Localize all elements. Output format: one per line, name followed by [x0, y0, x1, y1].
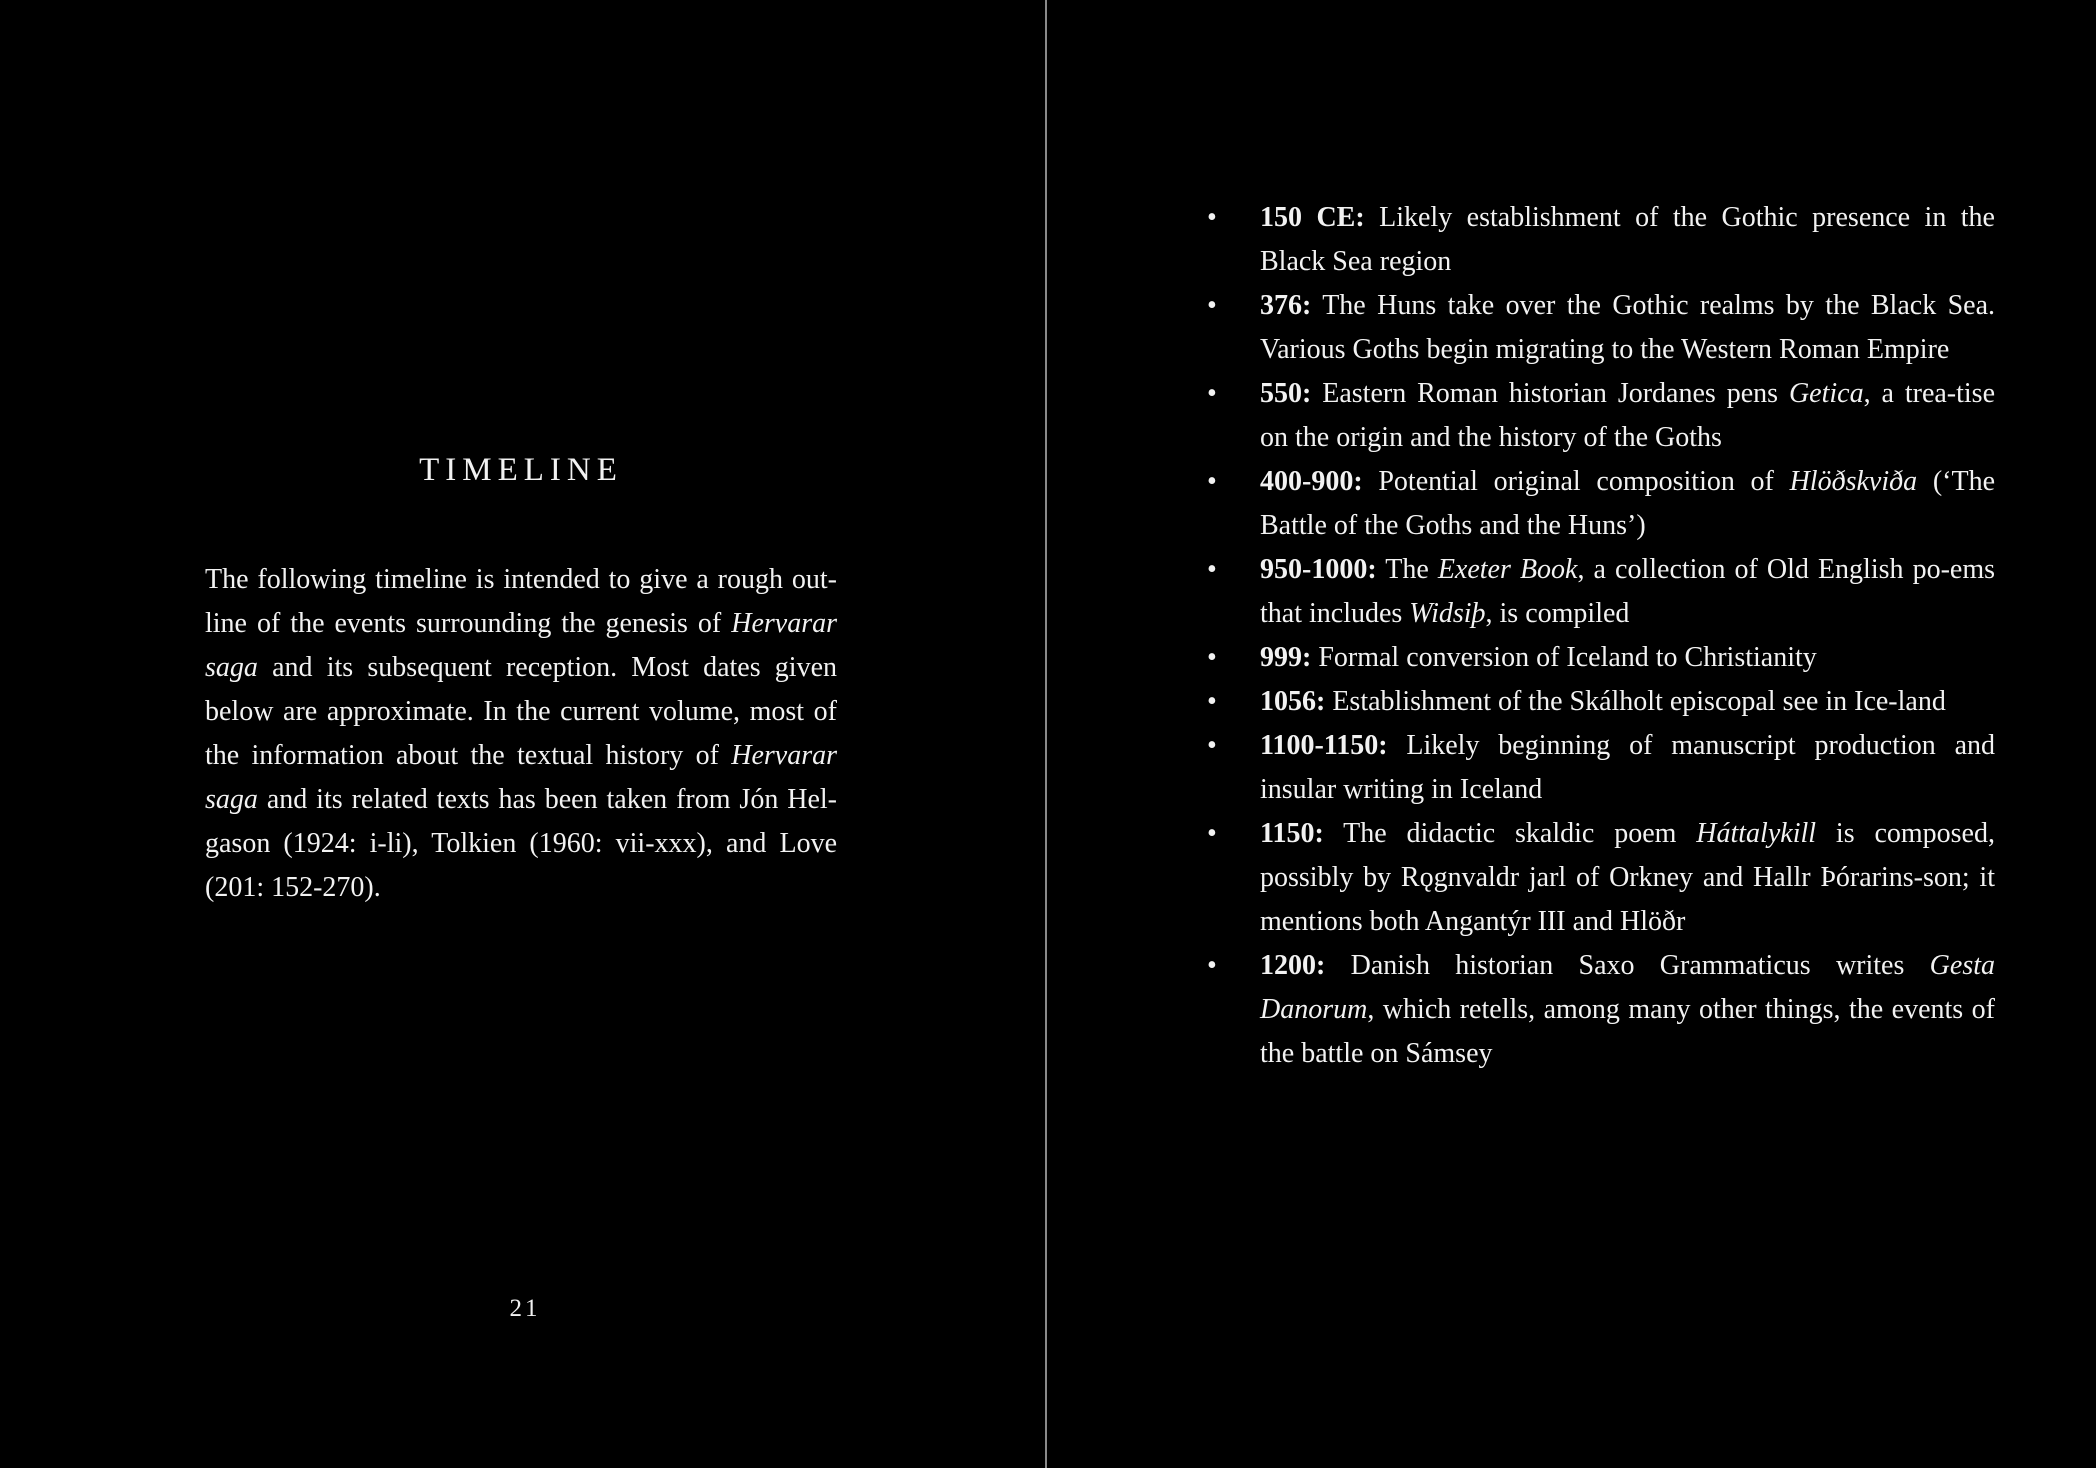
timeline-date: 376: [1260, 290, 1312, 321]
timeline-text: Formal conversion of Iceland to Christianity [1311, 642, 1817, 673]
timeline-text: , is compiled [1485, 598, 1630, 629]
timeline-date: 400-900: [1260, 466, 1363, 497]
timeline-entry [1207, 636, 1995, 680]
timeline-entry [1207, 680, 1995, 724]
page-title: TIMELINE [419, 452, 623, 488]
timeline-entry [1207, 196, 1995, 284]
bullet-icon: • [1207, 466, 1217, 497]
timeline-date: 150 CE: [1260, 202, 1365, 233]
bullet-icon: • [1207, 730, 1217, 761]
intro-text: and its related texts has been taken from Jón Hel-gason (1924: i-li), Tolkien (1960: vii-xxx), and Love (201: 152-270). [205, 784, 837, 903]
timeline-text: The didactic skaldic poem [1323, 818, 1697, 849]
timeline-date: 1056: [1260, 686, 1326, 717]
timeline-text: The Huns take over the Gothic realms by the Black Sea. Various Goths begin migrating to the Western Roman Empire [1260, 290, 1995, 365]
timeline-entry [1207, 944, 1995, 1076]
timeline-entry [1207, 548, 1996, 636]
timeline-text: Establishment of the Skálholt episcopal see in Ice-land [1325, 686, 1946, 717]
timeline-entry [1207, 812, 1995, 944]
italic-title-text: Hervarar saga [205, 608, 837, 683]
bullet-icon: • [1207, 554, 1217, 585]
italic-title-text: Widsiþ [1409, 598, 1486, 629]
italic-title-text: Exeter Book [1437, 554, 1578, 585]
page-number: 21 [509, 1295, 541, 1322]
timeline-date: 950-1000: [1260, 554, 1377, 585]
italic-title-text: Háttalykill [1696, 818, 1817, 849]
timeline-date: 1100-1150: [1260, 730, 1388, 761]
timeline-list [1207, 196, 1996, 1076]
timeline-text: Danish historian Saxo Grammaticus writes [1325, 950, 1930, 981]
timeline-date: 1200: [1260, 950, 1326, 981]
timeline-date: 1150: [1260, 818, 1324, 849]
bullet-icon: • [1207, 202, 1217, 233]
bullet-icon: • [1207, 290, 1217, 321]
timeline-text: Likely beginning of manuscript production and insular writing in Iceland [1260, 730, 1995, 805]
right-page [1048, 0, 2096, 1468]
timeline-text: , which retells, among many other things, the events of the battle on Sámsey [1260, 994, 1995, 1069]
bullet-icon: • [1207, 950, 1217, 981]
timeline-text: , a collection of Old English po-ems that includes [1260, 554, 1996, 629]
timeline-entry [1207, 284, 1995, 372]
intro-text: The following timeline is intended to give a rough out-line of the events surrounding the genesis of [205, 564, 837, 639]
timeline-text: Potential original composition of [1362, 466, 1790, 497]
gutter-divider [1045, 0, 1047, 1468]
timeline-text: , a trea-tise on the origin and the history of the Goths [1260, 378, 1995, 453]
bullet-icon: • [1207, 818, 1217, 849]
timeline-text: is composed, possibly by Rǫgnvaldr jarl of Orkney and Hallr Þórarins-son; it mentions both Angantýr III and Hlöðr [1260, 818, 1995, 937]
timeline-text: (‘The Battle of the Goths and the Huns’) [1260, 466, 1995, 541]
bullet-icon: • [1207, 378, 1217, 409]
intro-paragraph [205, 558, 837, 910]
bullet-icon: • [1207, 642, 1217, 673]
timeline-date: 550: [1260, 378, 1312, 409]
timeline-text: The [1376, 554, 1438, 585]
left-page [0, 0, 1045, 1468]
timeline-text: Eastern Roman historian Jordanes pens [1311, 378, 1789, 409]
italic-title-text: Hlöðskviða [1789, 466, 1918, 497]
italic-title-text: Getica [1788, 378, 1864, 409]
italic-title-text: Gesta Danorum [1260, 950, 1995, 1025]
intro-text: and its subsequent reception. Most dates given below are approximate. In the current volume, most of the information about the textual history of [205, 652, 837, 771]
bullet-icon: • [1207, 686, 1217, 717]
timeline-entry [1207, 724, 1995, 812]
timeline-date: 999: [1260, 642, 1312, 673]
italic-title-text: Hervarar saga [205, 740, 837, 815]
timeline-entry [1207, 460, 1995, 548]
timeline-entry [1207, 372, 1995, 460]
timeline-text: Likely establishment of the Gothic presence in the Black Sea region [1260, 202, 1995, 277]
